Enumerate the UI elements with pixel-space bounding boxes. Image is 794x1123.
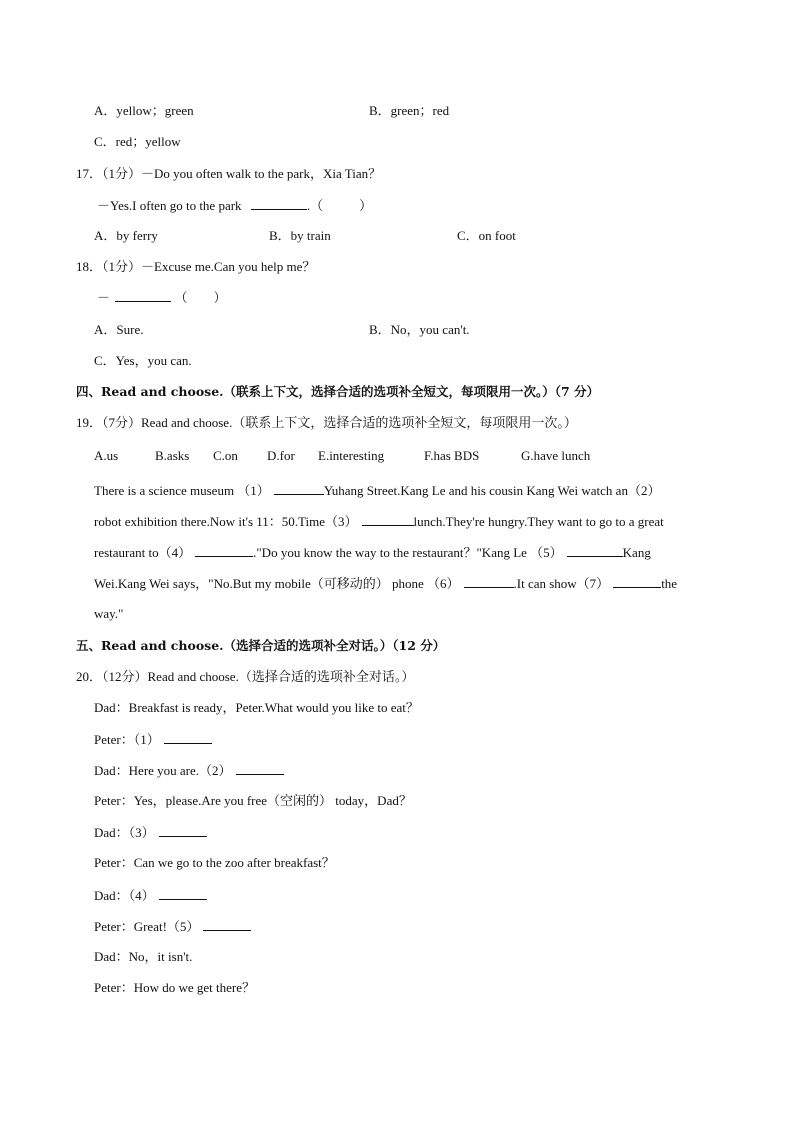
- q20-dialogue-line: [94, 824, 207, 841]
- q19-blank-5[interactable]: [567, 544, 623, 557]
- q20-blank-5[interactable]: [203, 918, 251, 931]
- q17-option-c: C．on foot: [457, 228, 516, 243]
- dialogue-text: Peter：（1）: [94, 732, 160, 747]
- q19-option-e: E.interesting: [318, 448, 385, 463]
- q18-answer-paren-open: （: [174, 290, 188, 305]
- q19-passage-text: the: [661, 576, 678, 591]
- q18-answer-line: [97, 289, 227, 306]
- q19-passage-text: There is a science museum （1）: [94, 483, 270, 498]
- q17-answer-prefix: －Yes.I often go to the park: [97, 198, 242, 213]
- q19-stem: 19．（7分）Read and choose.（联系上下文，选择合适的选项补全短文，每项限用一次。）: [76, 415, 577, 430]
- dialogue-text: Dad：Breakfast is ready，Peter.What would you like to eat？: [94, 700, 419, 715]
- q20-dialogue-line: [94, 731, 212, 748]
- q17-answer-suffix: .（: [306, 198, 324, 213]
- q17-stem: 17．（1分）－Do you often walk to the park，Xia Tian？: [76, 166, 382, 181]
- q18-answer-blank[interactable]: [115, 289, 171, 302]
- q19-option-d: D.for: [267, 448, 295, 463]
- q19-passage-text: Yuhang Street.Kang Le and his cousin Kang Wei watch an（2）: [323, 483, 661, 498]
- q17-option-b: B．by train: [269, 228, 331, 243]
- q16-option-a: A．yellow；green: [94, 103, 194, 118]
- q20-blank-1[interactable]: [164, 731, 212, 744]
- q20-stem: 20．（12分）Read and choose.（选择合适的选项补全对话。）: [76, 669, 415, 684]
- q19-option-c: C.on: [213, 448, 238, 463]
- q18-answer-prefix: －: [97, 290, 111, 305]
- q19-passage-line-3: [94, 544, 651, 561]
- dialogue-text: Peter：Great!（5）: [94, 919, 200, 934]
- q19-blank-3[interactable]: [362, 513, 414, 526]
- q19-option-b: B.asks: [155, 448, 190, 463]
- q20-dialogue-line: [94, 918, 251, 935]
- q20-dialogue-line: [94, 980, 255, 996]
- q17-answer-line: [97, 197, 372, 214]
- q20-blank-4[interactable]: [159, 887, 207, 900]
- q19-blank-7[interactable]: [613, 575, 661, 588]
- q17-answer-blank[interactable]: [251, 197, 307, 210]
- q18-stem: 18．（1分）－Excuse me.Can you help me？: [76, 259, 316, 274]
- q17-option-a: A．by ferry: [94, 228, 158, 243]
- q18-option-a: A．Sure.: [94, 322, 144, 337]
- q18-option-b: B．No，you can't.: [369, 322, 470, 337]
- q19-passage-text: .It can show（7）: [513, 576, 610, 591]
- q19-passage-line-1: [94, 482, 660, 499]
- q19-passage-line-2: [94, 513, 664, 530]
- q20-dialogue-line: [94, 855, 335, 871]
- q16-option-c: C．red；yellow: [94, 134, 181, 149]
- q20-blank-2[interactable]: [236, 762, 284, 775]
- q20-dialogue-line: [94, 700, 419, 716]
- q19-option-f: F.has BDS: [424, 448, 480, 463]
- q19-passage-text: lunch.They're hungry.They want to go to a great: [413, 514, 664, 529]
- dialogue-text: Dad：Here you are.（2）: [94, 763, 232, 778]
- q20-dialogue-line: [94, 762, 284, 779]
- q16-option-b: B．green；red: [369, 103, 450, 118]
- q20-dialogue-line: [94, 793, 412, 809]
- dialogue-text: Dad：（3）: [94, 825, 155, 840]
- q18-answer-paren-close: ）: [213, 290, 227, 305]
- q19-passage-text: restaurant to（4）: [94, 545, 192, 560]
- q19-blank-4[interactable]: [195, 544, 253, 557]
- q17-answer-close: ）: [359, 198, 373, 213]
- q19-option-g: G.have lunch: [521, 448, 591, 463]
- q20-dialogue-line: [94, 887, 207, 904]
- q18-option-c: C．Yes，you can.: [94, 353, 192, 368]
- dialogue-text: Peter：How do we get there？: [94, 980, 256, 995]
- q20-blank-3[interactable]: [159, 824, 207, 837]
- q19-blank-1[interactable]: [274, 482, 324, 495]
- q20-dialogue-line: [94, 949, 192, 965]
- q19-passage-text: robot exhibition there.Now it's 11：50.Time（3）: [94, 514, 358, 529]
- q19-passage-text: Wei.Kang Wei says，"No.But my mobile（可移动的） phone （6）: [94, 576, 460, 591]
- q19-passage-line-5: way.": [94, 606, 124, 621]
- section4-heading: 四、Read and choose.（联系上下文，选择合适的选项补全短文，每项限用一次。）（7 分）: [76, 384, 600, 399]
- section5-heading: 五、Read and choose.（选择合适的选项补全对话。）（12 分）: [76, 638, 446, 653]
- q19-passage-text: Kang: [622, 545, 651, 560]
- dialogue-text: Dad：（4）: [94, 888, 155, 903]
- q19-option-a: A.us: [94, 448, 119, 463]
- dialogue-text: Peter：Yes，please.Are you free（空闲的） today，Dad？: [94, 793, 412, 808]
- q19-passage-line-4: [94, 575, 677, 592]
- q19-passage-text: ."Do you know the way to the restaurant？"Kang Le （5）: [253, 545, 563, 560]
- q19-blank-6[interactable]: [464, 575, 514, 588]
- dialogue-text: Peter：Can we go to the zoo after breakfast？: [94, 855, 335, 870]
- dialogue-text: Dad：No，it isn't.: [94, 949, 193, 964]
